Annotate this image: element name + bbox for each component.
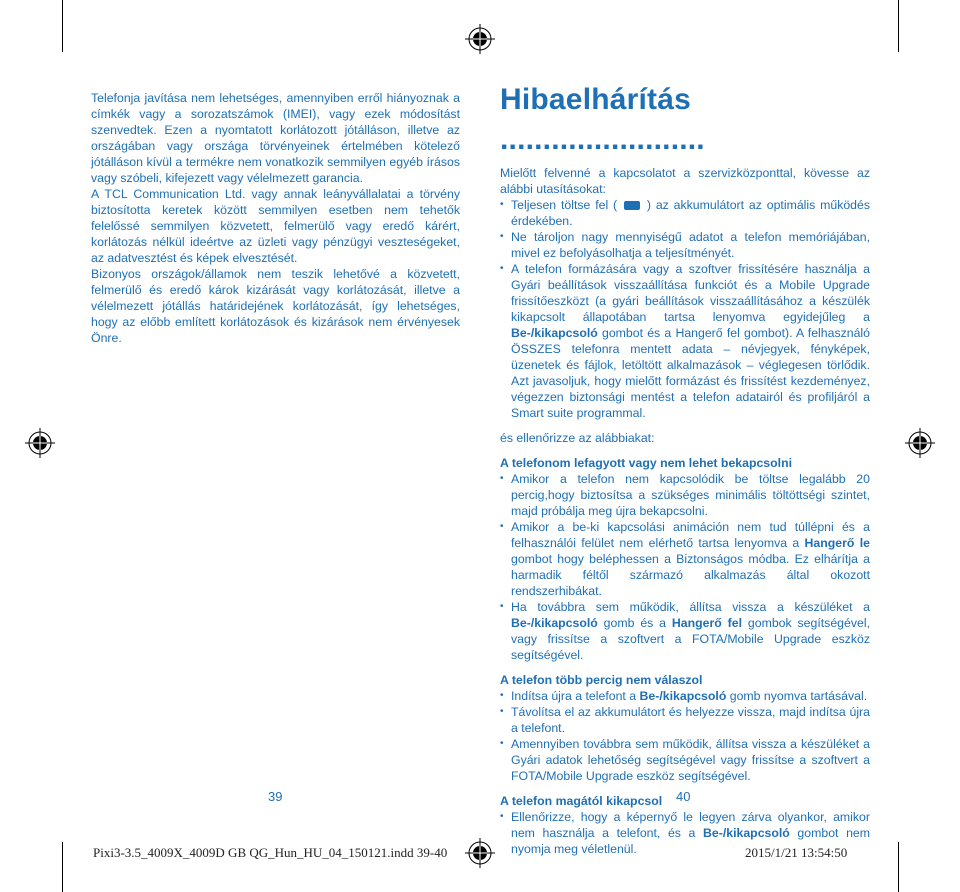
left-page-text bbox=[91, 90, 460, 346]
crop-mark-top-left bbox=[62, 0, 63, 52]
list-item: • Amikor a telefon nem kapcsolódik be töltse legalább 20 percig,hogy biztosítsa a szükséges minimális töltöttségi szintet, majd próbálja meg újra bekapcsolni. bbox=[500, 471, 870, 519]
list-item-text: gomb nyomva tartásával. bbox=[726, 689, 868, 703]
list-item bbox=[500, 197, 870, 229]
crop-mark-bottom-left bbox=[62, 842, 63, 892]
crop-mark-top-right bbox=[898, 0, 899, 52]
footer-filename: Pixi3-3.5_4009X_4009D GB QG_Hun_HU_04_150121.indd 39-40 bbox=[93, 845, 448, 860]
footer-timestamp: 2015/1/21 13:54:50 bbox=[745, 845, 848, 860]
crop-mark-bottom-right bbox=[898, 842, 899, 892]
list-item-bold: Be-/kikapcsoló bbox=[511, 326, 598, 340]
battery-full-icon bbox=[624, 201, 640, 210]
list-item-bold: Be-/kikapcsoló bbox=[511, 616, 598, 630]
right-page-text bbox=[500, 80, 870, 857]
list-item-text: Amikor a be-ki kapcsolási animáción nem tud túllépni és a felhasználói felület nem elérhető tartsa lenyomva a bbox=[511, 520, 870, 550]
list-item-text: A telefon formázására vagy a szoftver frissítésére használja a Gyári beállítások visszaállítása funkciót és a Mobile Upgrade frissítőeszközt (a gyári beállítások visszaállításához a készülék kikapcsolt állapotában tartsa lenyomva egyidejűleg a bbox=[511, 262, 870, 324]
section-list bbox=[500, 688, 870, 784]
list-item-text: ) az akkumulátort az optimális működés érdekében. bbox=[511, 198, 871, 228]
section-list bbox=[500, 471, 870, 663]
list-item-text: Teljesen töltse fel ( bbox=[511, 198, 618, 212]
list-item bbox=[500, 688, 870, 704]
list-item: • Ne tároljon nagy mennyiségű adatot a telefon memóriájában, mivel ez befolyásolhatja a teljesítményét. bbox=[500, 229, 870, 261]
list-item-bold: Hangerő fel bbox=[671, 616, 743, 630]
list-item-text: gombot hogy beléphessen a Biztonságos módba. Ez elhárítja a harmadik féltől származó alkalmazás által okozott rendszerhibákat. bbox=[511, 552, 870, 598]
list-item-bold: Be-/kikapcsoló bbox=[703, 826, 790, 840]
registration-mark-icon bbox=[465, 24, 495, 54]
page-number-left: 39 bbox=[268, 789, 283, 804]
section-heading: A telefon magától kikapcsol bbox=[500, 794, 663, 808]
list-item-bold: Be-/kikapcsoló bbox=[639, 689, 727, 703]
page-title: Hibaelhárítás ........................ bbox=[500, 83, 705, 156]
list-item-text: Ellenőrizze, hogy a képernyő le legyen zárva olyankor, amikor nem használja a telefont, és a bbox=[511, 810, 870, 840]
page-number-right: 40 bbox=[676, 789, 691, 804]
registration-mark-icon bbox=[25, 428, 55, 458]
list-item bbox=[500, 519, 870, 599]
list-item-bold: Hangerő le bbox=[804, 536, 870, 550]
list-item-text: Indítsa újra a telefont a bbox=[511, 689, 640, 703]
check-text: és ellenőrizze az alábbiakat: bbox=[500, 431, 655, 445]
warranty-paragraph-2: A TCL Communication Ltd. vagy annak leányvállalatai a törvény biztosította keretek között semmilyen esetben nem tehetők felelőssé semmilyen közvetett, felmerülő vagy eredő kárért, korlátozás nélkül ideértve az üzleti vagy pénzügyi veszteségeket, az adatvesztést és képek elvesztését. bbox=[91, 187, 460, 265]
registration-mark-icon bbox=[905, 428, 935, 458]
registration-mark-icon bbox=[465, 838, 495, 868]
list-item-text: Ha továbbra sem működik, állítsa vissza a készüléket a bbox=[511, 600, 870, 614]
section-heading: A telefonom lefagyott vagy nem lehet bekapcsolni bbox=[500, 456, 793, 470]
list-item: • Távolítsa el az akkumulátort és helyezze vissza, majd indítsa újra a telefont. bbox=[500, 704, 870, 736]
list-item-text: gombok segítségével, vagy frissítse a szoftvert a FOTA/Mobile Upgrade eszköz segítségével. bbox=[511, 616, 870, 662]
list-item bbox=[500, 261, 870, 421]
list-item bbox=[500, 599, 870, 663]
tips-list bbox=[500, 197, 870, 421]
warranty-paragraph-3: Bizonyos országok/államok nem teszik lehetővé a közvetett, felmerülő és eredő károk kizárását vagy korlátozását, illetve a vélelmezett jótállás határidejének korlátozását, így lehetséges, hogy az előbb említett korlátozások és kizárások nem érvényesek Önre. bbox=[91, 267, 460, 345]
warranty-paragraph-1: Telefonja javítása nem lehetséges, amennyiben erről hiányoznak a címkék vagy a sorozatszámok (IMEI), vagy ezek módosítást szenvedtek. Ezen a nyomtatott korlátozott jótálláson, illetve az országában vagy országa törvényeinek értelmében kötelező jótálláson kívül a termékre nem vonatkozik semmilyen egyéb írásos vagy szóbeli, kifejezett vagy vélelmezett garancia. bbox=[91, 91, 460, 185]
list-item: • Amennyiben továbbra sem működik, állítsa vissza a készüléket a Gyári adatok lehetőség segítségével vagy frissítse a szoftvert a FOTA/Mobile Upgrade eszköz segítségével. bbox=[500, 736, 870, 784]
list-item-text: gombot nem nyomja meg véletlenül. bbox=[511, 826, 870, 856]
list-item-text: gomb és a bbox=[597, 616, 672, 630]
intro-text: Mielőtt felvenné a kapcsolatot a szervizközponttal, kövesse az alábbi utasításokat: bbox=[500, 166, 870, 196]
section-heading: A telefon több percig nem válaszol bbox=[500, 673, 703, 687]
list-item-text: gombot és a Hangerő fel gombot). A felhasználó ÖSSZES telefonra mentett adata – névjegyek, fényképek, üzenetek és fájlok, letöltött alkalmazások – véglegesen törlődik. Azt javasoljuk, hogy mielőtt formázást és frissítést kezdeményez, végezzen biztonsági mentést a telefon adatairól és profiljáról a Smart suite programmal. bbox=[511, 326, 870, 420]
